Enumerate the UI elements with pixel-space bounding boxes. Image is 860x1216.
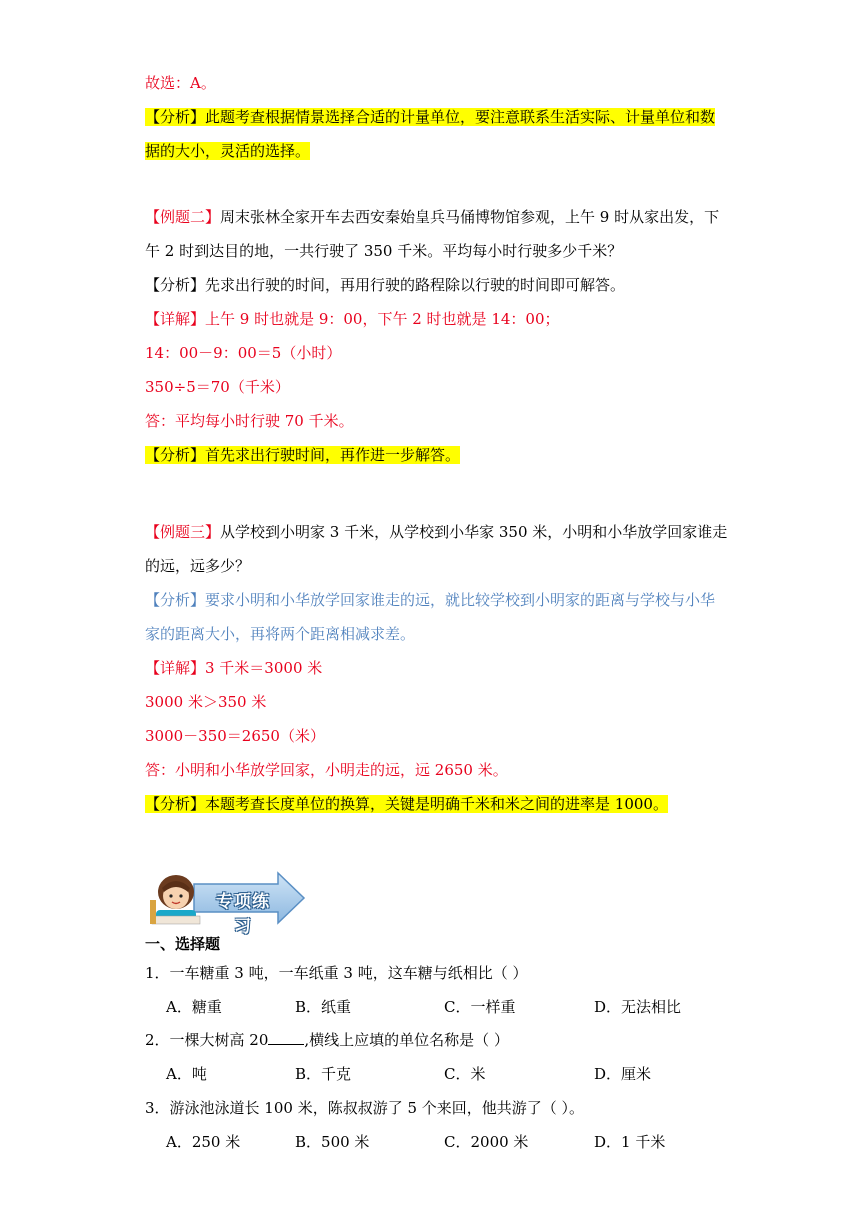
q3-option-a: A．250 米 <box>166 1133 241 1151</box>
q2-option-b: B．千克 <box>295 1065 352 1083</box>
q3-option-c: C．2000 米 <box>444 1133 529 1151</box>
answer-blank <box>268 1030 304 1045</box>
practice-badge <box>150 870 306 937</box>
example-3-detail-1: 【详解】3 千米＝3000 米 <box>145 659 323 677</box>
q3-option-d: D．1 千米 <box>594 1133 666 1151</box>
example-2-question-line-1: 【例题二】周末张林全家开车去西安秦始皇兵马俑博物馆参观，上午 9 时从家出发，下 <box>145 208 720 226</box>
example-2-detail-2: 14：00－9：00＝5（小时） <box>145 344 342 362</box>
student-icon <box>150 875 200 924</box>
analysis-line-2: 据的大小，灵活的选择。 <box>145 142 311 160</box>
question-1: 1．一车糖重 3 吨，一车纸重 3 吨，这车糖与纸相比（ ） <box>145 964 528 982</box>
question-2: 2．一棵大树高 20 ,横线上应填的单位名称是（ ） <box>145 1031 509 1049</box>
analysis-line-1: 【分析】此题考查根据情景选择合适的计量单位，要注意联系生活实际、计量单位和数 <box>145 108 716 126</box>
example-2-question-line-2: 午 2 时到达目的地，一共行驶了 350 千米。平均每小时行驶多少千米？ <box>145 242 623 260</box>
q2-option-d: D．厘米 <box>594 1065 652 1083</box>
example-2-detail-1: 【详解】上午 9 时也就是 9：00，下午 2 时也就是 14：00； <box>145 310 560 328</box>
example-3-question-line-2: 的远，远多少？ <box>145 557 251 575</box>
q2-option-a: A．吨 <box>166 1065 207 1083</box>
example-3-summary: 【分析】本题考查长度单位的换算，关键是明确千米和米之间的进率是 1000。 <box>145 795 668 813</box>
q1-option-b: B．纸重 <box>295 998 352 1016</box>
q2-option-c: C．米 <box>444 1065 486 1083</box>
example-3-analysis-2: 家的距离大小，再将两个距离相减求差。 <box>145 625 416 643</box>
q1-option-a: A．糖重 <box>166 998 222 1016</box>
example-3-analysis-1: 【分析】要求小明和小华放学回家谁走的远，就比较学校到小明家的距离与学校与小华 <box>145 591 716 609</box>
q1-option-d: D．无法相比 <box>594 998 682 1016</box>
example-2-detail-3: 350÷5＝70（千米） <box>145 378 290 396</box>
section-title: 一、选择题 <box>145 935 221 953</box>
practice-badge-label: 专项练习 <box>216 892 270 937</box>
example-2-analysis: 【分析】先求出行驶的时间，再用行驶的路程除以行驶的时间即可解答。 <box>145 276 626 294</box>
example-3-answer: 答：小明和小华放学回家，小明走的远，远 2650 米。 <box>145 761 508 779</box>
question-3: 3．游泳池泳道长 100 米，陈叔叔游了 5 个来回，他共游了（ ）。 <box>145 1099 585 1117</box>
q1-option-c: C．一样重 <box>444 998 516 1016</box>
example-2-summary: 【分析】首先求出行驶时间，再作进一步解答。 <box>145 446 461 464</box>
example-3-detail-3: 3000－350＝2650（米） <box>145 727 325 745</box>
q3-option-b: B．500 米 <box>295 1133 370 1151</box>
example-3-detail-2: 3000 米＞350 米 <box>145 693 267 711</box>
answer-line: 故选：A。 <box>145 74 216 92</box>
example-2-answer: 答：平均每小时行驶 70 千米。 <box>145 412 354 430</box>
example-3-question-line-1: 【例题三】从学校到小明家 3 千米，从学校到小华家 350 米，小明和小华放学回家谁走 <box>145 523 728 541</box>
